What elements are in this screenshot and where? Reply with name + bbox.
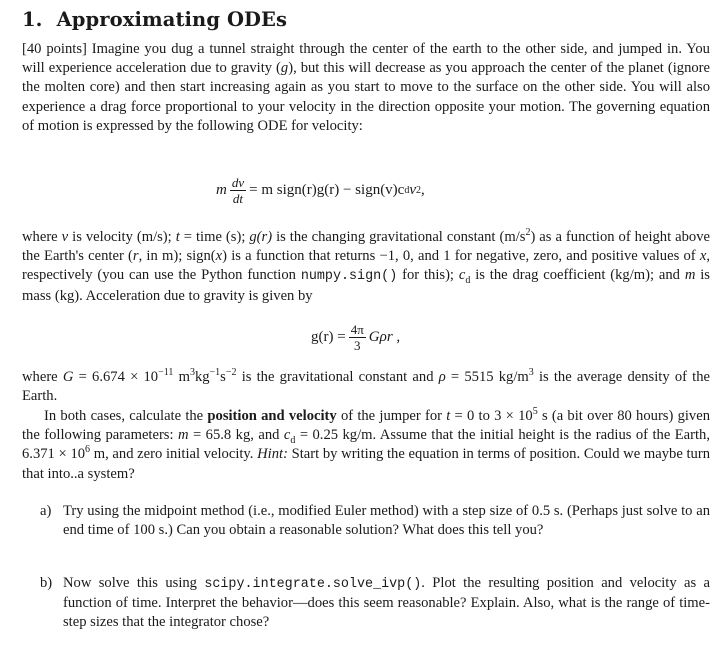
defs-cdsub: d <box>465 275 471 287</box>
question-b <box>40 574 710 633</box>
defs-a: where <box>22 229 62 245</box>
eq2-denominator: 3 <box>353 338 361 353</box>
task-c: = 0 to 3 × 10 <box>450 408 533 424</box>
task-bold: position and velocity <box>207 408 337 424</box>
eq1-v: v <box>409 182 417 198</box>
defs-c: = time (s); <box>179 229 250 245</box>
task-cdsub: d <box>290 435 296 447</box>
defs-m: m <box>684 267 696 284</box>
defs-t: t <box>175 229 180 245</box>
question-b-post: . Plot the resulting position and velocity as a function of time. Interpret the behavior—does this seem reasonable? Explain. Also, what is the range of time-step sizes that the integrator chose? <box>63 575 710 631</box>
eq1-mass: m <box>216 182 227 198</box>
const-c: m <box>173 369 190 385</box>
hint-label: Hint: <box>257 446 288 463</box>
question-a <box>40 502 710 540</box>
const-e: s <box>220 369 226 385</box>
intro-text-1: Imagine you dug a tunnel straight through the center of the earth to the other side, and jumped in. You will experience acceleration due to gravity ( <box>22 41 710 77</box>
section-title: Approximating ODEs <box>56 8 288 31</box>
defs-r: r <box>132 248 139 265</box>
task-b: of the jumper for <box>336 408 447 424</box>
task-t: t <box>446 408 451 424</box>
definitions-paragraph <box>22 228 710 306</box>
question-a-text: Try using the midpoint method (i.e., modified Euler method) with a step size of 0.5 s. (Perhaps just solve to an end time of 100 s.) Can you obtain a reasonable solution? What does this tell you? <box>63 503 710 539</box>
eq2-numerator: 4π <box>350 322 364 337</box>
eq2-lhs: g(r) = <box>311 329 346 345</box>
const-G: G <box>62 369 74 385</box>
task-d: s (a bit over 80 hours) given the following parameters: <box>22 408 711 444</box>
task-paragraph <box>22 407 710 484</box>
velocity-ode-equation: m $\frac{dv}{dt}$ = m sign(r)g(r) − sign(v)c d v 2 , <box>216 175 425 206</box>
defs-f: , in m); sign( <box>138 248 216 265</box>
defs-j: is the drag coefficient (kg/m); and <box>470 267 685 284</box>
defs-x: x <box>215 248 223 265</box>
const-rho: ρ <box>438 369 446 385</box>
task-g: m, and zero initial velocity. <box>90 446 258 463</box>
question-a-label: a) <box>40 503 52 519</box>
eq2-fraction <box>349 322 366 353</box>
const-e4: −2 <box>225 367 237 379</box>
eq1-tail: , <box>421 182 425 198</box>
question-b-pre: Now solve this using <box>63 575 205 591</box>
question-b-text <box>63 574 710 633</box>
solve-ivp-code: scipy.integrate.solve_ivp() <box>204 577 422 592</box>
task-e1: 5 <box>532 406 538 418</box>
const-a: where <box>22 369 63 385</box>
defs-k: is mass (kg). Acceleration due to gravity is given by <box>22 267 710 304</box>
const-e5: 3 <box>528 367 534 379</box>
numpy-sign-code: numpy.sign() <box>300 269 398 285</box>
points-label: [40 points] <box>22 41 87 57</box>
eq2-rhs: Gρr , <box>368 329 401 345</box>
task-f: = 0.25 kg/m. Assume that the initial height is the radius of the Earth, 6.371 × 10 <box>22 427 711 463</box>
const-d: kg <box>194 369 210 385</box>
defs-i: for this); <box>397 267 459 284</box>
defs-h: , respectively (you can use the Python function <box>22 248 710 284</box>
eq1-numerator: dv <box>231 175 245 190</box>
defs-d: is the changing gravitational constant (m/s <box>272 229 526 245</box>
const-f: is the gravitational constant and <box>236 369 439 385</box>
eq1-derivative <box>230 175 246 206</box>
defs-gr: g(r) <box>249 229 273 245</box>
task-h: Start by writing the equation in terms of position. Could we maybe turn that into..a system? <box>22 446 710 482</box>
constants-paragraph <box>22 368 710 406</box>
section-number: 1. <box>22 8 43 31</box>
const-h: is the average density of the Earth. <box>22 369 711 405</box>
defs-e: ) as a function of height above the Earth's center ( <box>22 229 711 265</box>
question-b-label: b) <box>40 575 53 591</box>
defs-cd: c <box>458 267 466 284</box>
const-g: = 5515 kg/m <box>445 369 529 385</box>
eq1-denominator: dt <box>232 191 244 206</box>
intro-text-2: ), but this will decrease as you approach the center of the planet (ignore the molten core) and then start increasing again as you start to move to the surface on the other side. You will also experience a drag force proportional to your velocity in the direction opposite your motion. The governing equation of motion is expressed by the following ODE for velocity: <box>22 60 710 134</box>
defs-b: is velocity (m/s); <box>68 229 176 245</box>
const-e3: −1 <box>209 367 221 379</box>
task-a: In both cases, calculate the <box>44 408 208 424</box>
task-cd: c <box>283 427 291 444</box>
task-e2: 6 <box>85 444 91 456</box>
gravity-equation <box>311 322 400 353</box>
const-b: = 6.674 × 10 <box>73 369 159 385</box>
section-heading <box>22 8 287 31</box>
task-e: = 65.8 kg, and <box>188 427 284 444</box>
intro-paragraph <box>22 40 710 136</box>
defs-s2: 2 <box>525 227 531 239</box>
intro-g-symbol: g <box>280 60 289 77</box>
defs-x2: x <box>699 248 707 265</box>
eq1-rhs: = m sign(r)g(r) − sign(v)c <box>249 182 405 198</box>
const-e2: 3 <box>189 367 195 379</box>
task-m: m <box>178 427 189 444</box>
defs-v: v <box>61 229 69 245</box>
defs-g: ) is a function that returns −1, 0, and 1 for negative, zero, and positive values of <box>222 248 700 265</box>
const-e1: −11 <box>158 367 174 379</box>
